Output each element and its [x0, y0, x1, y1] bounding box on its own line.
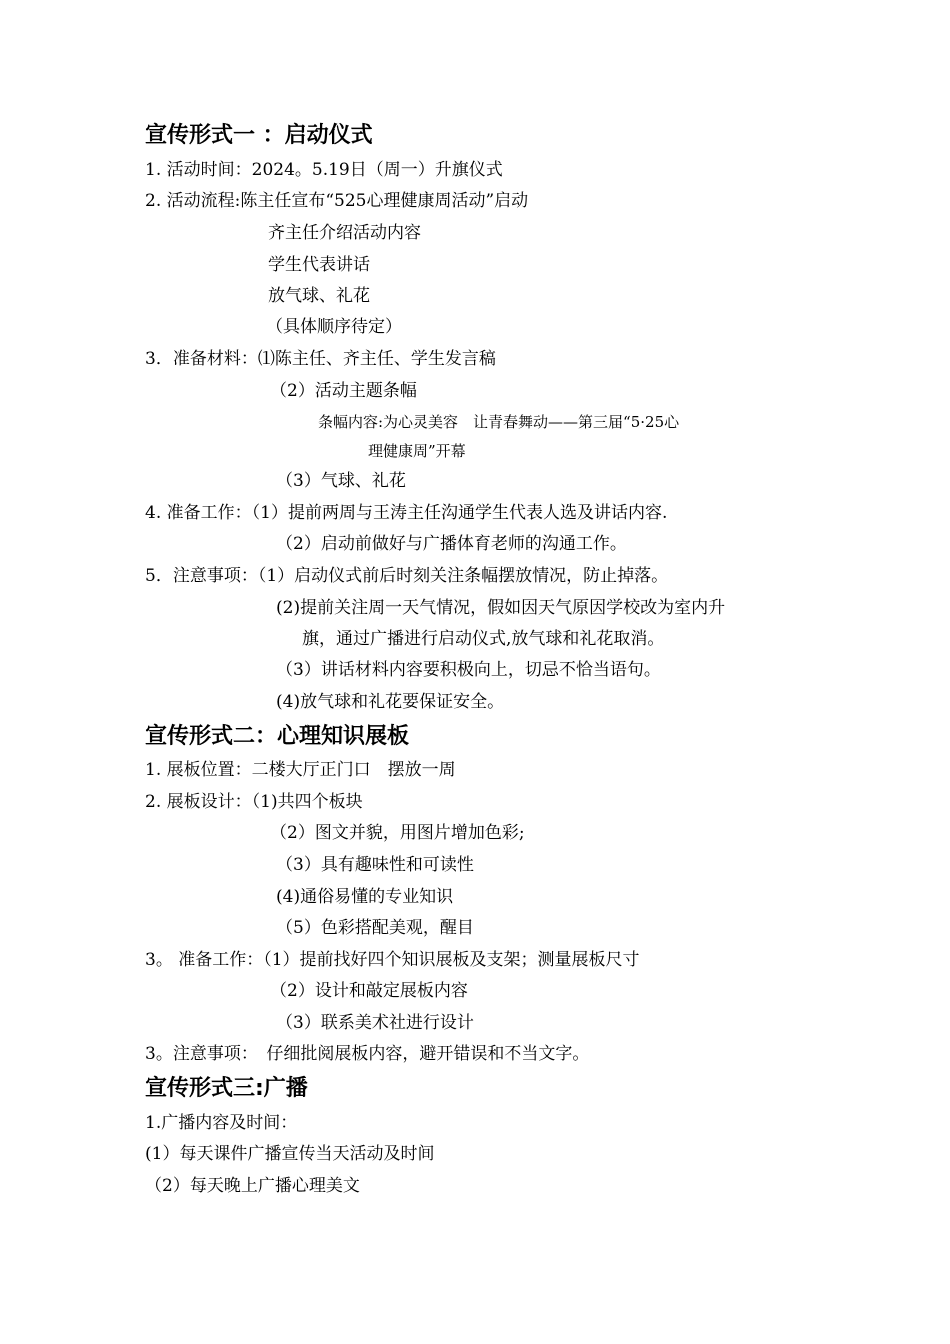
section1-line-8: （2）活动主题条幅	[270, 381, 417, 401]
section1-line-7: 3．准备材料：⑴陈主任、齐主任、学生发言稿	[145, 349, 496, 369]
section2-line-3: （2）图文并貌，用图片增加色彩;	[270, 823, 525, 843]
section2-line-7: 3。 准备工作：（1）提前找好四个知识展板及支架；测量展板尺寸	[145, 950, 640, 970]
section3-line-1: 1.广播内容及时间：	[145, 1113, 298, 1133]
section1-line-13: （2）启动前做好与广播体育老师的沟通工作。	[276, 534, 627, 554]
section1-line-4: 学生代表讲话	[268, 255, 370, 275]
section1-line-5: 放气球、礼花	[268, 286, 370, 306]
section3-line-2: (1）每天课件广播宣传当天活动及时间	[145, 1144, 435, 1164]
section1-line-10: 理健康周”开幕	[368, 442, 466, 460]
section2-line-10: 3。注意事项： 仔细批阅展板内容，避开错误和不当文字。	[145, 1044, 590, 1064]
section1-line-16: 旗，通过广播进行启动仪式,放气球和礼花取消。	[302, 629, 665, 649]
section1-line-18: (4)放气球和礼花要保证安全。	[276, 692, 505, 712]
section2-line-4: （3）具有趣味性和可读性	[276, 855, 474, 875]
section1-line-15: (2)提前关注周一天气情况，假如因天气原因学校改为室内升	[276, 598, 726, 618]
section1-line-12: 4. 准备工作：（1）提前两周与王涛主任沟通学生代表人选及讲话内容.	[145, 503, 668, 523]
section1-line-3: 齐主任介绍活动内容	[268, 223, 421, 243]
section3-line-3: （2）每天晚上广播心理美文	[145, 1176, 360, 1196]
section2-line-9: （3）联系美术社进行设计	[276, 1013, 474, 1033]
section2-line-2: 2. 展板设计：（1)共四个板块	[145, 792, 363, 812]
section2-heading: 宣传形式二：心理知识展板	[145, 724, 410, 749]
section1-line-11: （3）气球、礼花	[276, 471, 406, 491]
section1-line-2: 2. 活动流程:陈主任宣布“525心理健康周活动”启动	[145, 191, 529, 211]
section3-heading: 宣传形式三:广播	[145, 1076, 308, 1101]
section2-line-1: 1. 展板位置：二楼大厅正门口 摆放一周	[145, 760, 456, 780]
section1-line-14: 5．注意事项：（1）启动仪式前后时刻关注条幅摆放情况，防止掉落。	[145, 566, 669, 586]
section2-line-6: （5）色彩搭配美观，醒目	[276, 918, 474, 938]
section1-line-6: （具体顺序待定）	[266, 317, 402, 337]
section2-line-5: (4)通俗易懂的专业知识	[276, 887, 454, 907]
section1-line-9: 条幅内容:为心灵美容 让青春舞动——第三届“5·25心	[318, 413, 680, 431]
section2-line-8: （2）设计和敲定展板内容	[270, 981, 468, 1001]
section1-heading: 宣传形式一 ：启动仪式	[145, 123, 373, 148]
section1-line-1: 1. 活动时间：2024。5.19日（周一）升旗仪式	[145, 160, 503, 180]
section1-line-17: （3）讲话材料内容要积极向上，切忌不恰当语句。	[276, 660, 661, 680]
